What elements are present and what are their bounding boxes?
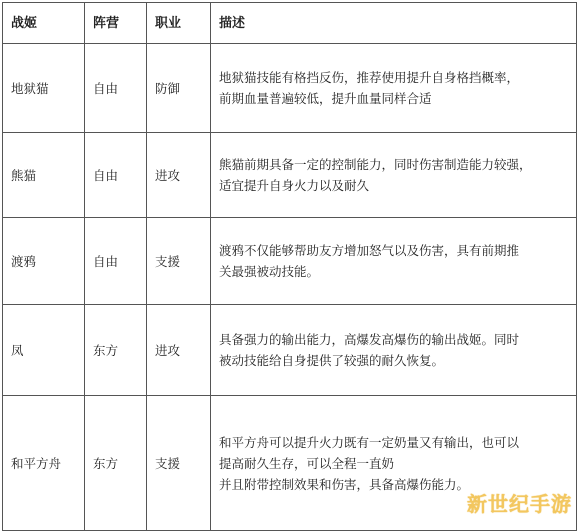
cell-faction: 自由 [85,218,147,305]
desc-line: 被动技能给自身提供了较强的耐久恢复。 [219,353,445,368]
cell-faction: 东方 [85,305,147,396]
cell-desc [211,218,577,305]
cell-desc [211,133,577,218]
cell-role: 支援 [147,396,211,531]
table-row [3,305,577,396]
heroine-table [2,2,577,531]
site-watermark-logo: 新世纪手游 [467,492,572,516]
cell-faction: 东方 [85,396,147,531]
cell-role: 进攻 [147,133,211,218]
table-row [3,133,577,218]
cell-name: 渡鸦 [3,218,85,305]
cell-desc [211,305,577,396]
table-row [3,218,577,305]
cell-role: 防御 [147,44,211,133]
cell-desc [211,44,577,133]
table-header-row [3,3,577,44]
cell-role: 支援 [147,218,211,305]
header-desc: 描述 [211,3,577,44]
cell-faction: 自由 [85,133,147,218]
cell-name: 地狱猫 [3,44,85,133]
desc-line: 和平方舟可以提升火力既有一定奶量又有输出，也可以 [219,434,520,450]
cell-name: 熊猫 [3,133,85,218]
header-name: 战姬 [3,3,85,44]
cell-name: 和平方舟 [3,396,85,531]
desc-line: 适宜提升自身火力以及耐久 [219,178,370,193]
cell-faction: 自由 [85,44,147,133]
header-role: 职业 [147,3,211,44]
table-row [3,44,577,133]
desc-line: 提高耐久生存，可以全程一直奶 [219,455,395,471]
desc-line: 关最强被动技能。 [219,264,320,279]
desc-line: 前期血量普遍较低，提升血量同样合适 [219,91,432,106]
header-faction: 阵营 [85,3,147,44]
desc-line: 熊猫前期具备一定的控制能力，同时伤害制造能力较强， [219,157,532,172]
cell-role: 进攻 [147,305,211,396]
desc-line: 具备强力的输出能力，高爆发高爆伤的输出战姬。同时 [219,332,520,347]
cell-name: 凤 [3,305,85,396]
desc-line: 并且附带控制效果和伤害，具备高爆伤能力。 [219,476,470,492]
desc-line: 渡鸦不仅能够帮助友方增加怒气以及伤害，具有前期推 [219,243,520,258]
desc-line: 地狱猫技能有格挡反伤，推荐使用提升自身格挡概率， [219,70,520,85]
